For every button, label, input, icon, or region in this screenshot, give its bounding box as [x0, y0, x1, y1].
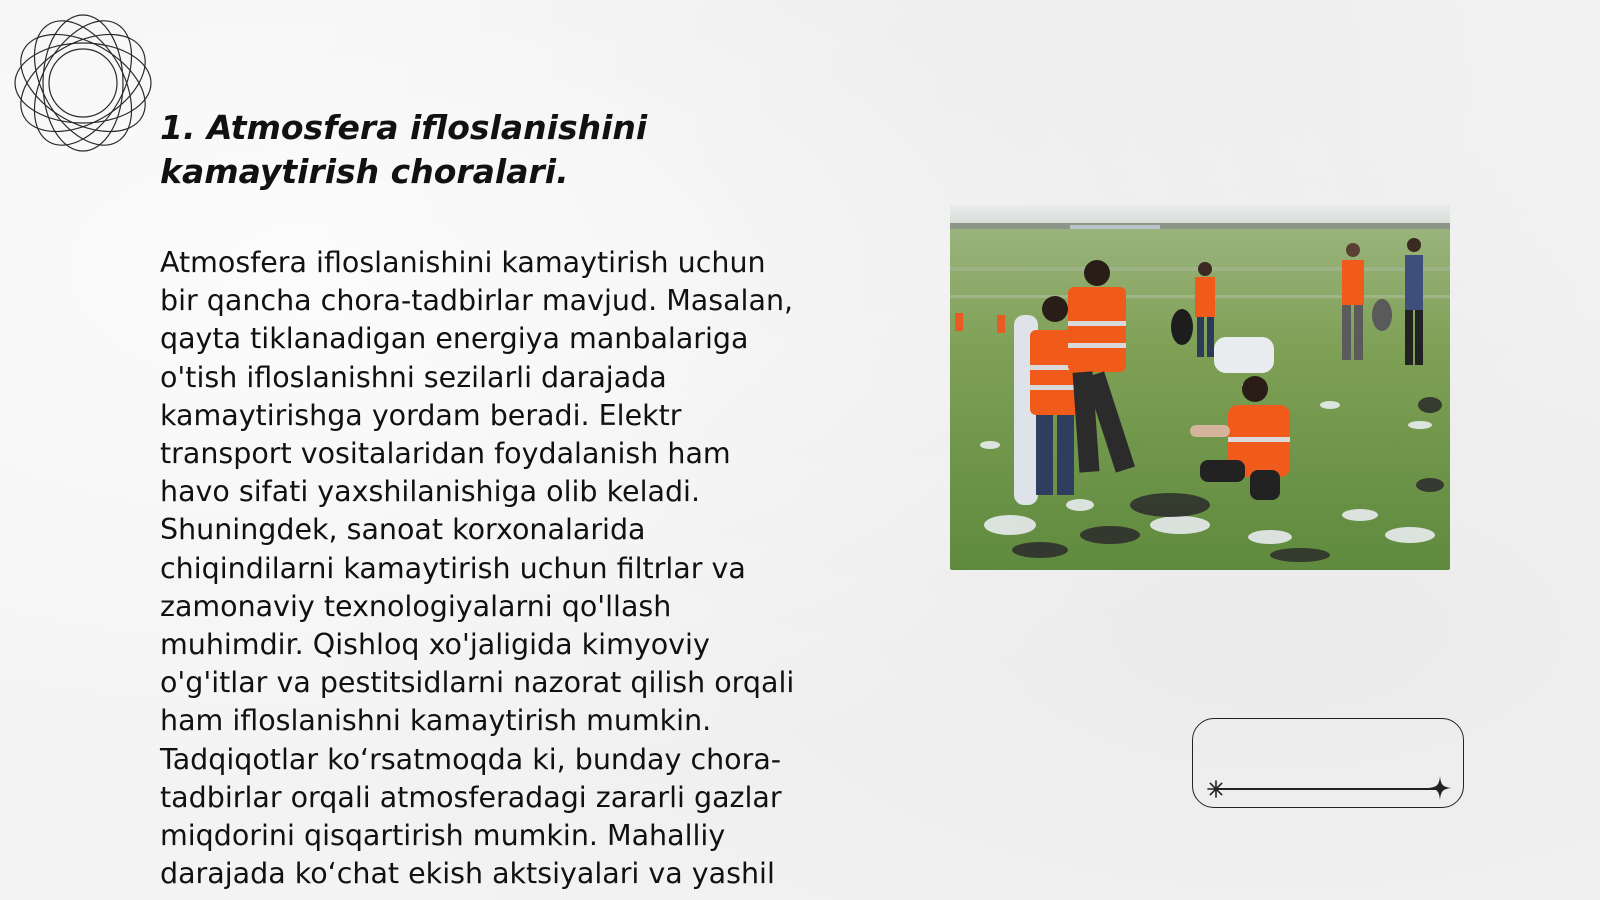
circular-logo-icon	[10, 10, 156, 156]
asterisk-star-icon	[1205, 778, 1227, 800]
slide-title: 1. Atmosfera ifloslanishini kamaytirish choralari.	[160, 108, 648, 191]
slide-body-text: Atmosfera ifloslanishini kamaytirish uchun bir qancha chora-tadbirlar mavjud. Masalan, qayta tiklanadigan energiya manbalariga o'tish ifloslanishni sezilarli darajada kamaytirishga yordam beradi. Elektr transport vositalaridan foydalanish ham havo sifati yaxshilanishiga olib keladi. Shuningdek, sanoat korxonalarida chiqindilarni kamaytirish uchun filtrlar va zamonaviy texnologiyalarni qo'llash muhimdir. Qishloq xo'jaligida kimyoviy o'g'itlar va pestitsidlarni nazorat qilish orqali ham ifloslanishni kamaytirish mumkin. Tadqiqotlar ko‘rsatmoqda ki, bunday chora- tadbirlar orqali atmosferadagi zararli gazlar miqdorini qisqartirish mumkin. Mahalliy darajada ko‘chat ekish aktsiyalari va yashil	[160, 246, 795, 891]
volunteers-cleanup-photo	[950, 205, 1450, 570]
decorative-line	[1215, 788, 1441, 790]
sparkle-icon	[1427, 775, 1453, 801]
decorative-frame	[1192, 718, 1464, 808]
